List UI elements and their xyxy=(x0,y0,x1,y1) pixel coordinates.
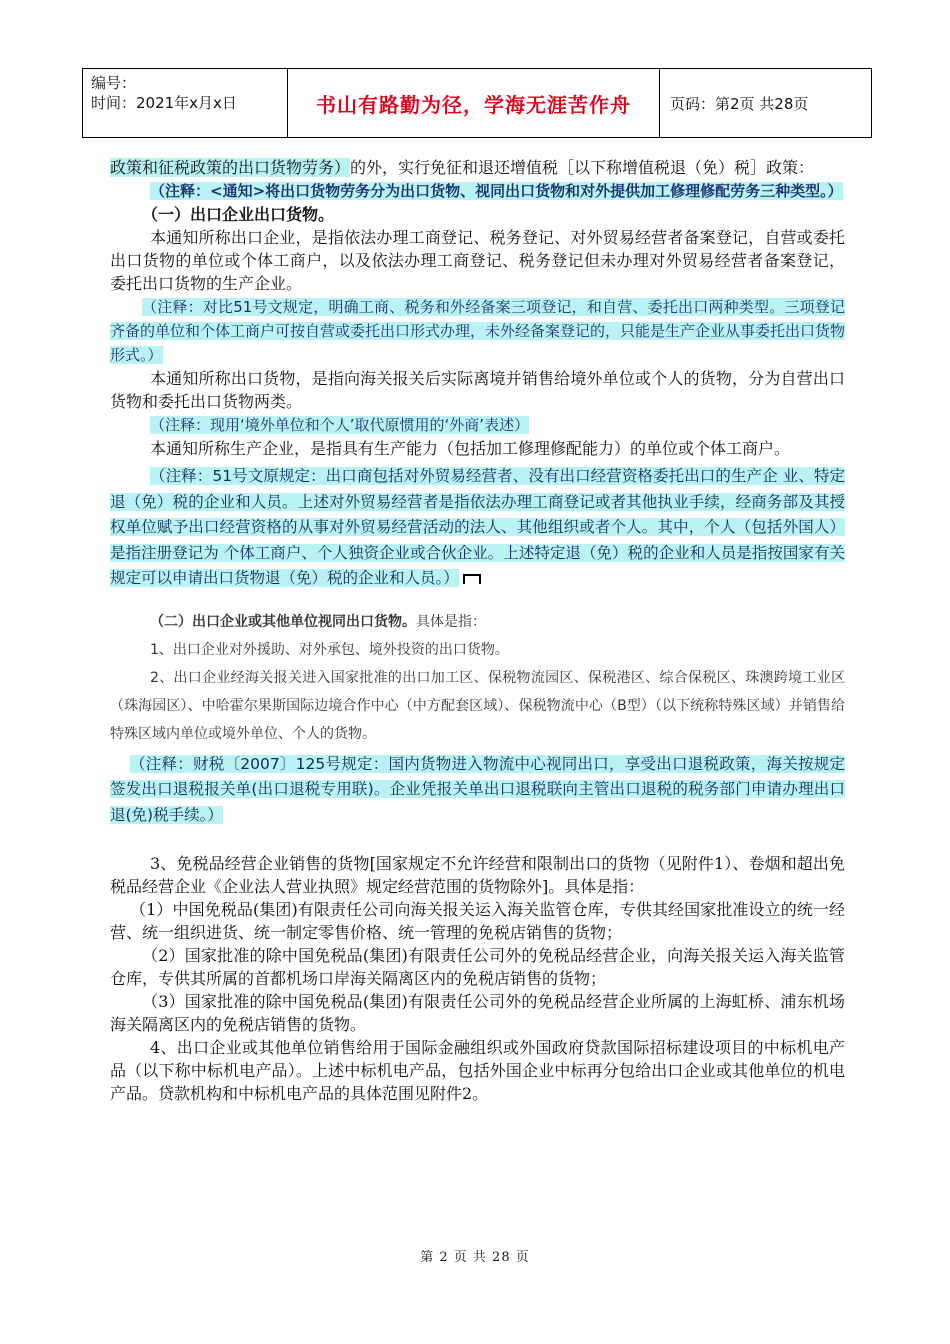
list-item: 4、出口企业或其他单位销售给用于国际金融组织或外国政府贷款国际招标建设项目的中标机电产品（以下称中标机电产品）。上述中标机电产品，包括外国企业中标再分包给出口企业或其他单位的机电产品。贷款机构和中标机电产品的具体范围见附件2。 xyxy=(110,1038,845,1103)
note-text: （注释：财税〔2007〕125号规定：国内货物进入物流中心视同出口，享受出口退税政策，海关按规定签发出口退税报关单(出口退税专用联)。企业凭报关单出口退税联向主管出口退税的税务部门申请办理出口退(免)税手续。） xyxy=(110,754,845,824)
note-paragraph xyxy=(110,464,845,592)
header-motto: 书山有路勤为径，学海无涯苦作舟 xyxy=(288,69,660,137)
paragraph-export-goods: 本通知所称出口货物，是指向海关报关后实际离境并销售给境外单位或个人的货物，分为自营出口货物和委托出口货物两类。 xyxy=(110,369,845,411)
list-item: （3）国家批准的除中国免税品(集团)有限责任公司外的免税品经营企业所属的上海虹桥、浦东机场海关隔离区内的免税店销售的货物。 xyxy=(110,992,845,1034)
page-footer: 第 2 页 共 28 页 xyxy=(420,1250,530,1265)
list-item: （2）国家批准的除中国免税品(集团)有限责任公司外的免税品经营企业，向海关报关运入海关监管仓库，专供其所属的首都机场口岸海关隔离区内的免税店销售的货物； xyxy=(110,946,845,988)
paragraph-intro xyxy=(110,156,845,179)
paragraph-export-enterprise: 本通知所称出口企业，是指依法办理工商登记、税务登记、对外贸易经营者备案登记，自营或委托出口货物的单位或个体工商户，以及依法办理工商登记、税务登记但未办理对外贸易经营者备案登记，委托出口货物的生产企业。 xyxy=(110,228,845,293)
note-paragraph xyxy=(110,295,845,367)
heading-tail: 具体是指： xyxy=(416,613,486,630)
code-label: 编号： xyxy=(91,74,137,92)
note-text: （注释：现用‘境外单位和个人’取代原惯用的‘外商’表述） xyxy=(150,416,530,434)
header-left-cell xyxy=(83,69,288,137)
spacer xyxy=(110,592,845,608)
list-item: （1）中国免税品(集团)有限责任公司向海关报关运入海关监管仓库，专供其经国家批准设立的统一经营、统一组织进货、统一制定零售价格、统一管理的免税店销售的货物； xyxy=(110,900,845,942)
header-page-info: 页码：第2页 共28页 xyxy=(670,94,809,113)
heading-bold: （二）出口企业或其他单位视同出口货物。 xyxy=(150,613,416,630)
note-text: （注释：<通知>将出口货物劳务分为出口货物、视同出口货物和对外提供加工修理修配劳务三种类型。） xyxy=(150,182,843,200)
note-paragraph xyxy=(110,752,845,829)
paragraph-text: 的外，实行免征和退还增值税［以下称增值税退（免）税］政策： xyxy=(350,158,815,177)
list-item: 2、出口企业经海关报关进入国家批准的出口加工区、保税物流园区、保税港区、综合保税区、珠澳跨境工业区（珠海园区）、中哈霍尔果斯国际边境合作中心（中方配套区域）、保税物流中心（B型）（以下统称特殊区域）并销售给特殊区域内单位或境外单位、个人的货物。 xyxy=(110,669,845,742)
note-paragraph xyxy=(110,413,845,437)
time-label: 时间：2021年x月x日 xyxy=(91,94,237,112)
document-body xyxy=(110,156,845,1105)
list-item: 1、出口企业对外援助、对外承包、境外投资的出口货物。 xyxy=(150,641,509,658)
note-text: （注释：51号文原规定：出口商包括对外贸易经营者、没有出口经营资格委托出口的生产企 业、特定退（免）税的企业和人员。上述对外贸易经营者是指依法办理工商登记或者其他执业手续，经商务部及其授权单位赋予出口经营资格的从事对外贸易经营活动的法人、其他组织或者个人。其中，个人（包括外国人）是指注册登记为 个体工商户、个人独资企业或合伙企业。上述特定退（免）税的企业和人员是指按国家有关规定可以申请出口货物退（免）税的企业和人员。） xyxy=(110,467,845,587)
list-item: 3、免税品经营企业销售的货物[国家规定不允许经营和限制出口的货物（见附件1）、卷烟和超出免税品经营企业《企业法人营业执照》规定经营范围的货物除外]。具体是指： xyxy=(110,854,845,896)
note-text: （注释：对比51号文规定，明确工商、税务和外经备案三项登记，和自营、委托出口两种类型。三项登记齐备的单位和个体工商户可按自营或委托出口形式办理，未外经备案登记的，只能是生产企业从事委托出口货物形式。） xyxy=(110,298,846,364)
corner-mark-icon xyxy=(463,574,481,584)
highlighted-text: 政策和征税政策的出口货物劳务） xyxy=(110,158,351,177)
spacer xyxy=(110,828,845,852)
paragraph-production-enterprise: 本通知所称生产企业，是指具有生产能力（包括加工修理修配能力）的单位或个体工商户。 xyxy=(150,439,791,458)
section-heading-2 xyxy=(110,608,845,636)
note-paragraph xyxy=(110,179,845,203)
section-heading-1: （一）出口企业出口货物。 xyxy=(142,205,335,224)
page-header-table xyxy=(82,68,872,138)
